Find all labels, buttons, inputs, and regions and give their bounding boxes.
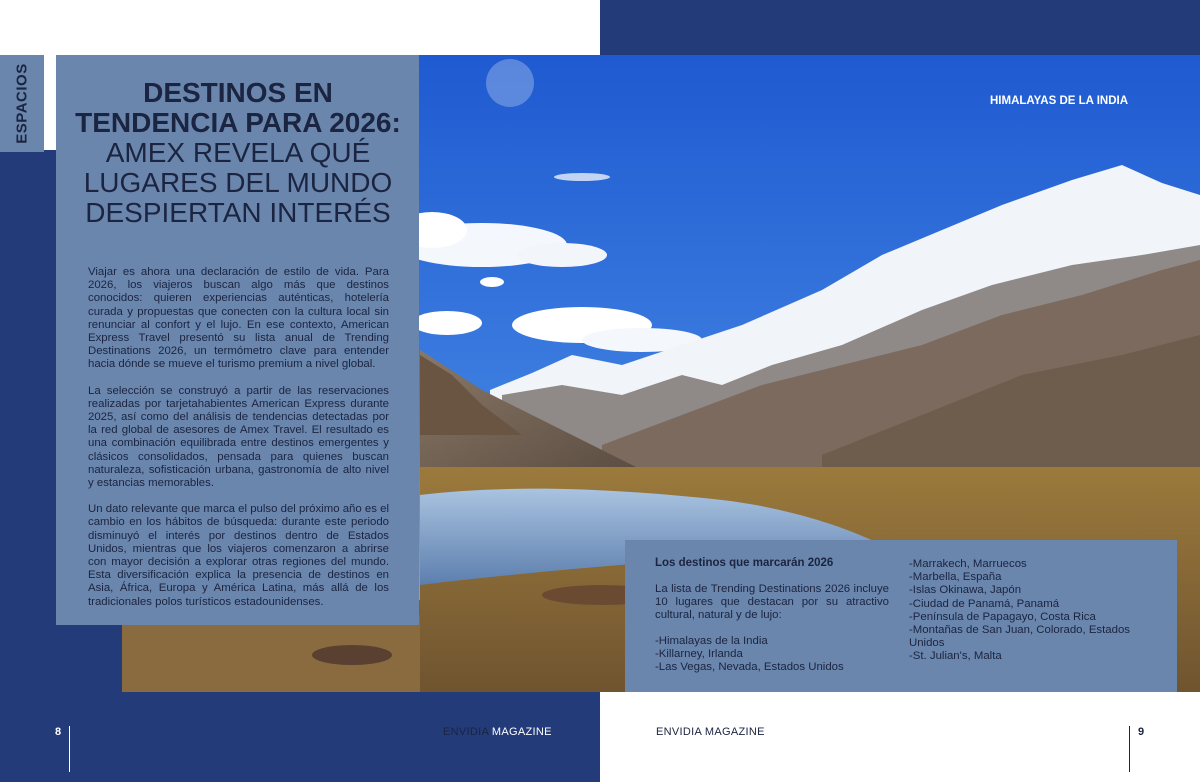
section-label — [0, 55, 44, 152]
body-paragraph: La selección se construyó a partir de las reservaciones realizadas por tarjetahabientes American Express durante 2025, así como del análisis de tendencias detectadas por la red global de asesores de Amex Travel. El resultado es una combinación equilibrada entre destinos emergentes y clásicos consolidados, pensada para quienes buscan naturaleza, sofisticación urbana, gastronomía de alto nivel y estancias memorables. — [88, 384, 389, 490]
page-number-left: 8 — [55, 726, 62, 738]
footer-brand-left-magazine: MAGAZINE — [488, 726, 552, 738]
destination-item: -St. Julian's, Malta — [909, 650, 1002, 663]
footer-divider-left — [69, 726, 70, 772]
footer-brand-right: ENVIDIA MAGAZINE — [656, 726, 765, 738]
destination-item: -Marbella, España — [909, 571, 1002, 584]
body-paragraph: Un dato relevante que marca el pulso del próximo año es el cambio en los hábitos de búsqueda: durante este periodo disminuyó el interés por destinos dentro de Estados Unidos, mientras que los viajeros comenzaron a abrirse con mayor decisión a explorar otras regiones del mundo. Esta diversificación explica la presencia de destinos en Asia, África, Europa y América Latina, más allá de los tradicionales polos turísticos estadounidenses. — [88, 503, 389, 608]
destination-item: -Killarney, Irlanda — [655, 648, 743, 661]
top-white-band — [0, 0, 600, 55]
footer-brand-left — [443, 726, 552, 738]
headline-regular-part: AMEX REVELA QUÉ LUGARES DEL MUNDO DESPIERTAN INTERÉS — [83, 137, 393, 228]
article-body — [88, 266, 389, 622]
destination-item: -Himalayas de la India — [655, 635, 768, 647]
top-navy-band — [600, 0, 1200, 55]
destination-item: -Ciudad de Panamá, Panamá — [909, 597, 1060, 610]
destination-item: -Marrakech, Marruecos — [909, 558, 1027, 570]
destination-item: -Montañas de San Juan, Colorado, Estados Unidos — [909, 624, 1130, 650]
destinations-title: Los destinos que marcarán 2026 — [655, 557, 834, 569]
footer-divider-right — [1129, 726, 1130, 772]
destination-item: -Islas Okinawa, Japón — [909, 584, 1022, 597]
destinations-list-column-2 — [909, 558, 1159, 664]
body-paragraph: Viajar es ahora una declaración de estilo de vida. Para 2026, los viajeros buscan algo más que destinos conocidos: quieren experiencias auténticas, hotelería curada y propuestas que conecten con la cultura local sin renunciar al confort y el lujo. En ese contexto, American Express Travel presentó su lista anual de Trending Destinations 2026, un termómetro clave para entender hacia dónde se mueve el turismo premium a nivel global. — [88, 266, 389, 371]
photo-caption: HIMALAYAS DE LA INDIA — [990, 95, 1129, 107]
destination-item: -Las Vegas, Nevada, Estados Unidos — [655, 661, 844, 674]
destination-item: -Península de Papagayo, Costa Rica — [909, 610, 1096, 623]
section-label-text: ESPACIOS — [13, 63, 31, 144]
destinations-list-column-1 — [655, 635, 895, 675]
article-headline — [70, 78, 406, 228]
headline-bold-part: DESTINOS EN TENDENCIA PARA 2026: — [75, 77, 401, 138]
destinations-intro: La lista de Trending Destinations 2026 incluye 10 lugares que destacan por su atractivo cultural, natural y de lujo: — [655, 583, 889, 622]
footer-brand-left-envidia: ENVIDIA — [443, 726, 489, 738]
page-number-right: 9 — [1138, 726, 1145, 738]
